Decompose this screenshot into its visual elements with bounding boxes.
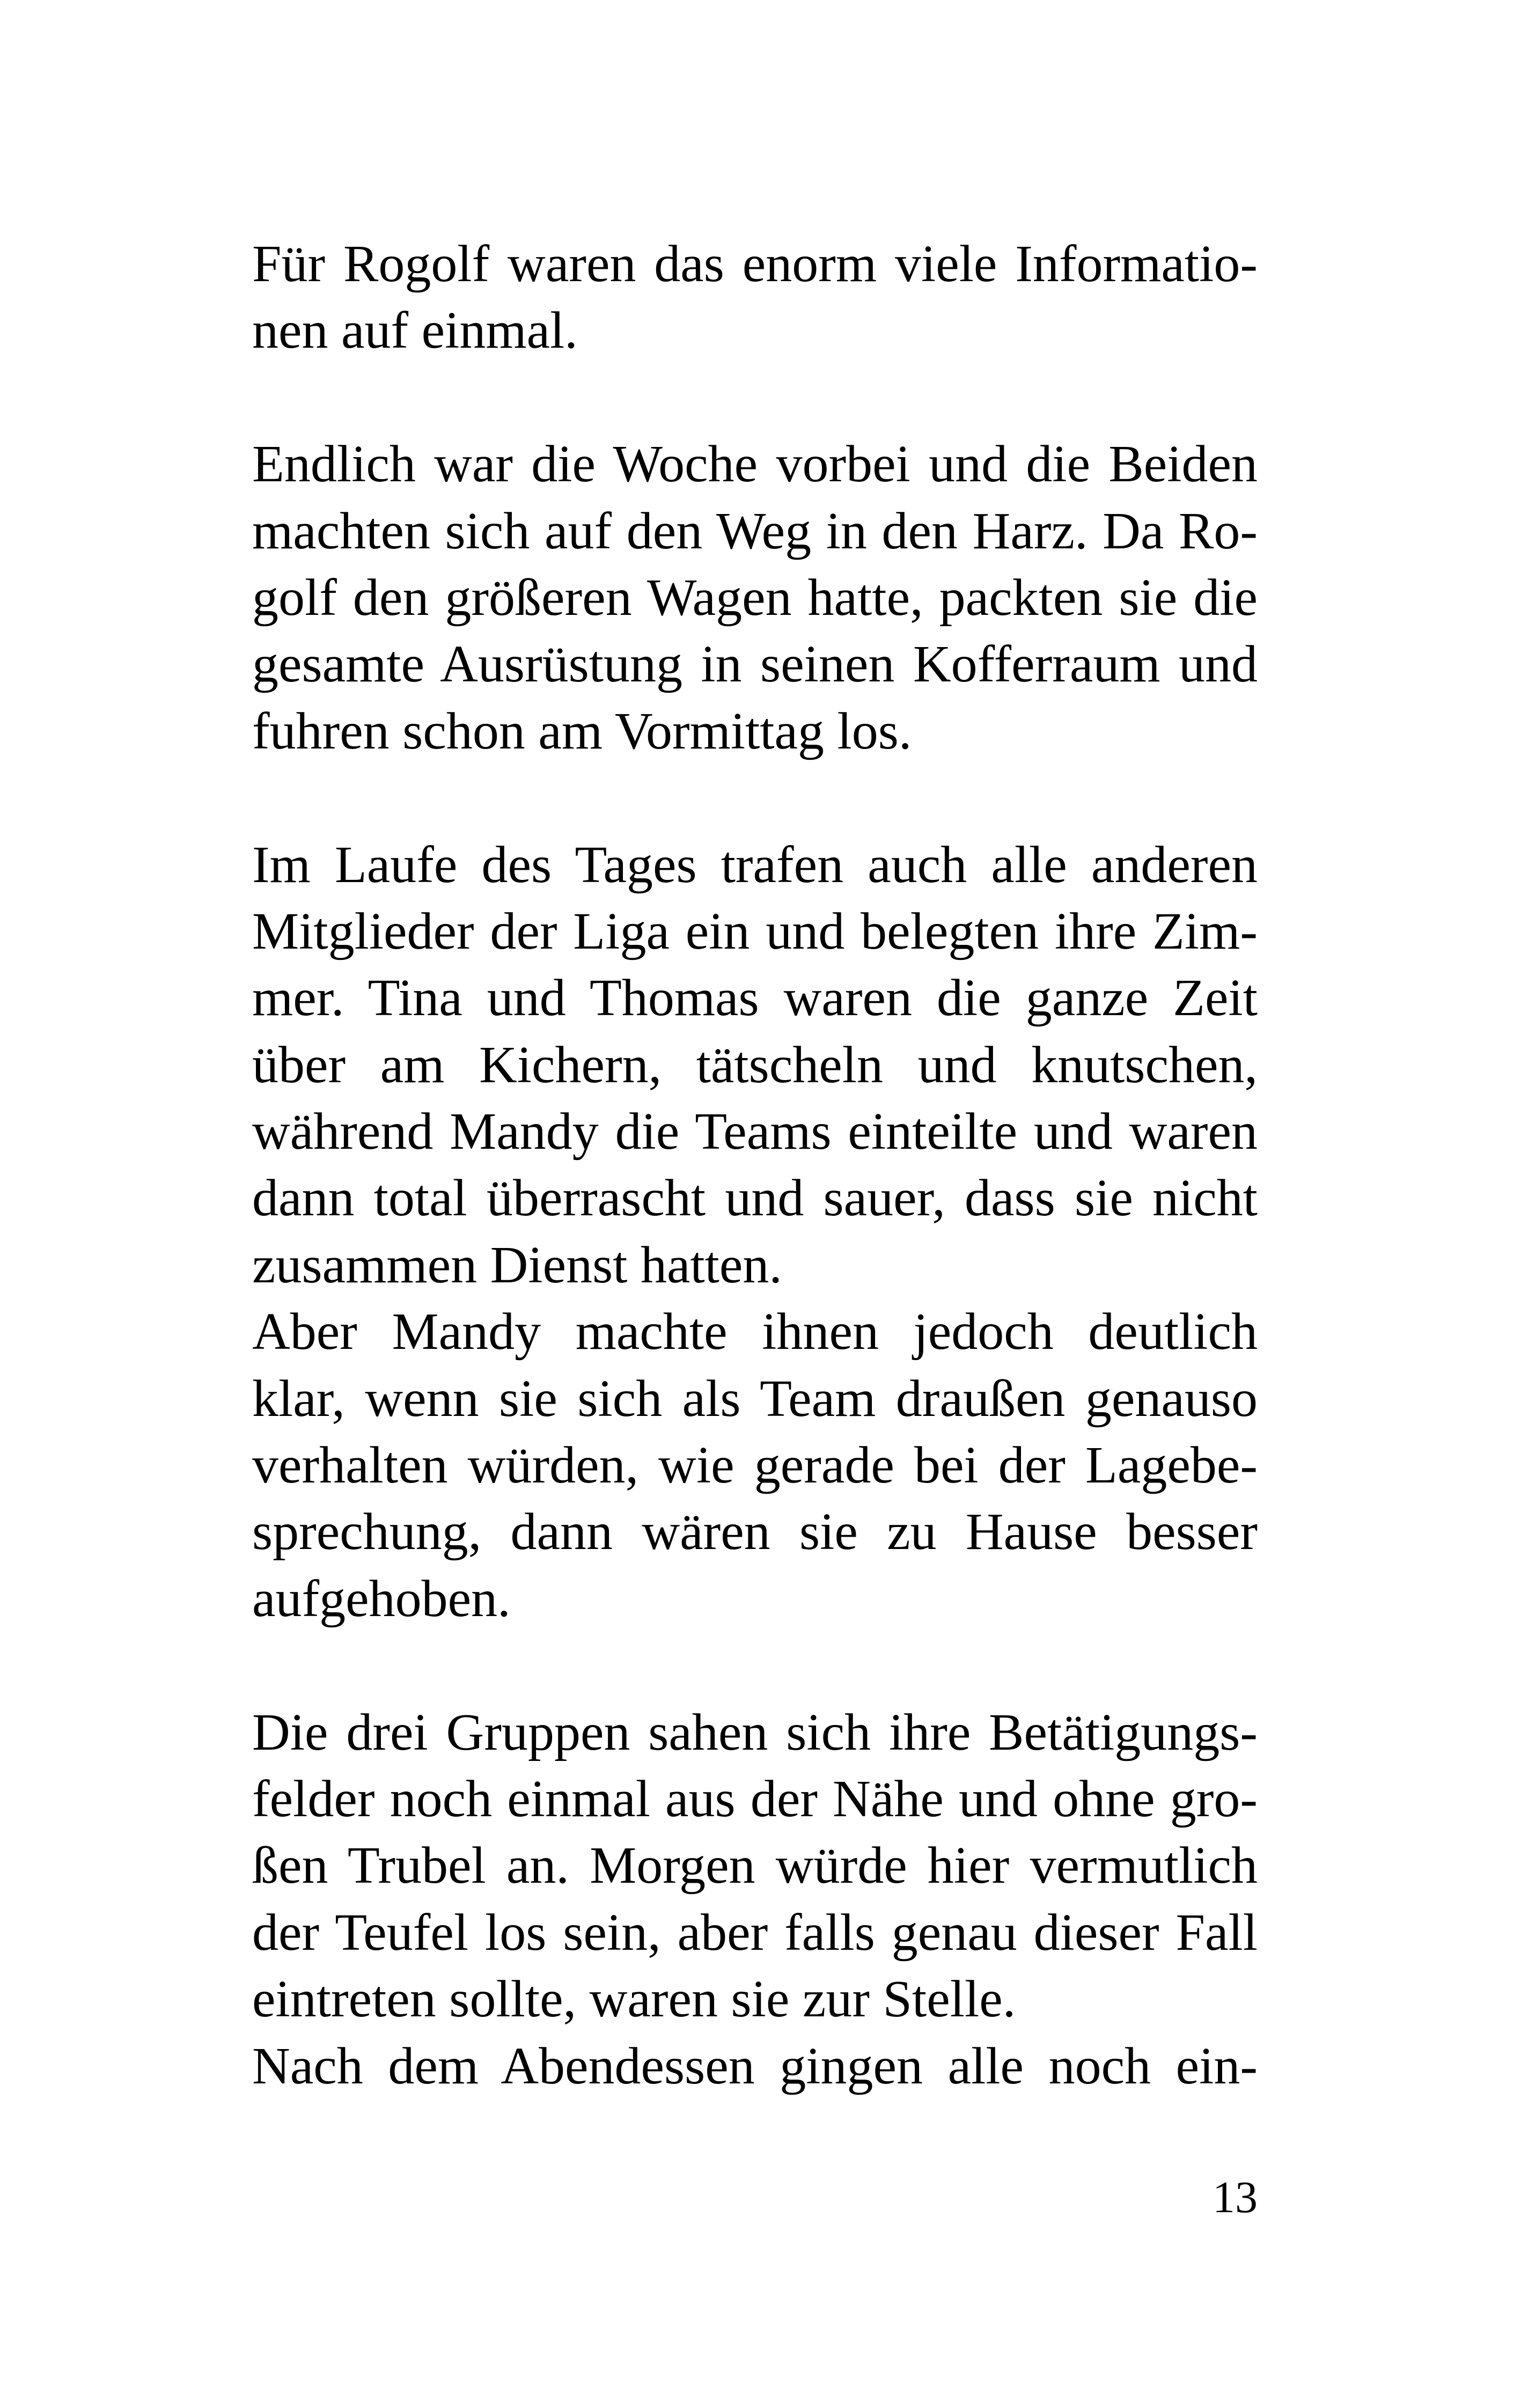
paragraph <box>252 832 1258 1633</box>
text-line: klar, wenn sie sich als Team draußen genauso <box>252 1369 1258 1428</box>
paragraph-gap <box>252 765 1258 831</box>
text-line: dann total überrascht und sauer, dass sie nicht <box>252 1169 1258 1228</box>
text-line: fuhren schon am Vormittag los. <box>252 702 912 760</box>
text-line: über am Kichern, tätscheln und knutschen, <box>252 1036 1258 1094</box>
text-line: Im Laufe des Tages trafen auch alle anderen <box>252 835 1258 894</box>
text-line: eintreten sollte, waren sie zur Stelle. <box>252 1970 1016 2029</box>
text-line: Endlich war die Woche vorbei und die Beiden <box>252 435 1258 494</box>
text-line: sprechung, dann wären sie zu Hause besser <box>252 1503 1258 1561</box>
text-line: machten sich auf den Weg in den Harz. Da Ro- <box>252 502 1258 560</box>
text-line: Mitglieder der Liga ein und belegten ihre Zim- <box>252 902 1258 960</box>
text-line: mer. Tina und Thomas waren die ganze Zeit <box>252 969 1258 1027</box>
text-line: Für Rogolf waren das enorm viele Informatio- <box>252 235 1258 293</box>
page-number: 13 <box>1213 2172 1258 2222</box>
body-text <box>252 231 1258 2099</box>
text-line: zusammen Dienst hatten. <box>252 1236 782 1294</box>
paragraph-gap <box>252 1632 1258 1699</box>
text-line: Die drei Gruppen sahen sich ihre Betätigungs- <box>252 1703 1258 1761</box>
text-line: Aber Mandy machte ihnen jedoch deutlich <box>252 1303 1258 1361</box>
text-line: während Mandy die Teams einteilte und waren <box>252 1103 1258 1161</box>
text-line: golf den größeren Wagen hatte, packten sie die <box>252 568 1258 627</box>
paragraph <box>252 231 1258 364</box>
text-line: der Teufel los sein, aber falls genau dieser Fall <box>252 1903 1258 1962</box>
paragraph <box>252 431 1258 765</box>
paragraph-gap <box>252 364 1258 431</box>
text-line: Nach dem Abendessen gingen alle noch ein- <box>252 2037 1258 2095</box>
text-line: aufgehoben. <box>252 1569 511 1628</box>
text-line: ßen Trubel an. Morgen würde hier vermutlich <box>252 1837 1258 1895</box>
text-line: felder noch einmal aus der Nähe und ohne gro- <box>252 1770 1258 1828</box>
paragraph <box>252 1699 1258 2099</box>
text-line: nen auf einmal. <box>252 302 578 360</box>
text-line: gesamte Ausrüstung in seinen Kofferraum und <box>252 635 1258 694</box>
text-line: verhalten würden, wie gerade bei der Lagebe- <box>252 1436 1258 1495</box>
